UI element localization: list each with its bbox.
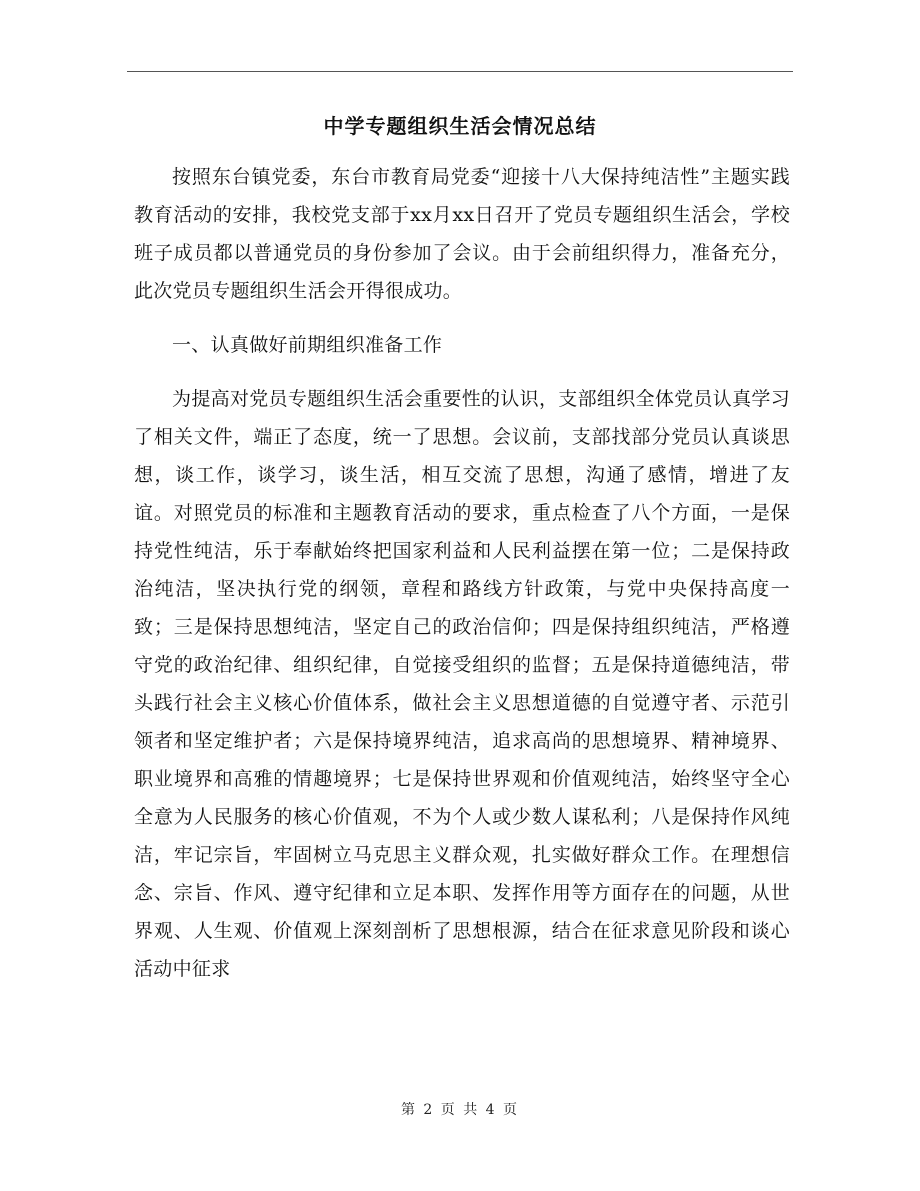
header-rule (127, 71, 793, 72)
intro-paragraph: 按照东台镇党委，东台市教育局党委“迎接十八大保持纯洁性”主题实践教育活动的安排，我校党支部于xx月xx日召开了党员专题组织生活会，学校班子成员都以普通党员的身份参加了会议。由于会前组织得力，准备充分，此次党员专题组织生活会开得很成功。 (134, 166, 790, 302)
document-body (134, 158, 790, 988)
page-number-footer: 第 2 页 共 4 页 (400, 1102, 520, 1118)
body-paragraph: 为提高对党员专题组织生活会重要性的认识，支部组织全体党员认真学习了相关文件，端正了态度，统一了思想。会议前，支部找部分党员认真谈思想，谈工作，谈学习，谈生活，相互交流了思想，沟通了感情，增进了友谊。对照党员的标准和主题教育活动的要求，重点检查了八个方面，一是保持党性纯洁，乐于奉献始终把国家利益和人民利益摆在第一位；二是保持政治纯洁，坚决执行党的纲领，章程和路线方针政策，与党中央保持高度一致；三是保持思想纯洁，坚定自己的政治信仰；四是保持组织纯洁，严格遵守党的政治纪律、组织纪律，自觉接受组织的监督；五是保持道德纯洁，带头践行社会主义核心价值体系，做社会主义思想道德的自觉遵守者、示范引领者和坚定维护者；六是保持境界纯洁，追求高尚的思想境界、精神境界、职业境界和高雅的情趣境界；七是保持世界观和价值观纯洁，始终坚守全心全意为人民服务的核心价值观，不为个人或少数人谋私利；八是保持作风纯洁，牢记宗旨，牢固树立马克思主义群众观，扎实做好群众工作。在理想信念、宗旨、作风、遵守纪律和立足本职、发挥作用等方面存在的问题，从世界观、人生观、价值观上深刻剖析了思想根源，结合在征求意见阶段和谈心活动中征求 (134, 388, 790, 980)
section-heading: 一、认真做好前期组织准备工作 (172, 334, 443, 356)
document-title: 中学专题组织生活会情况总结 (323, 114, 597, 138)
